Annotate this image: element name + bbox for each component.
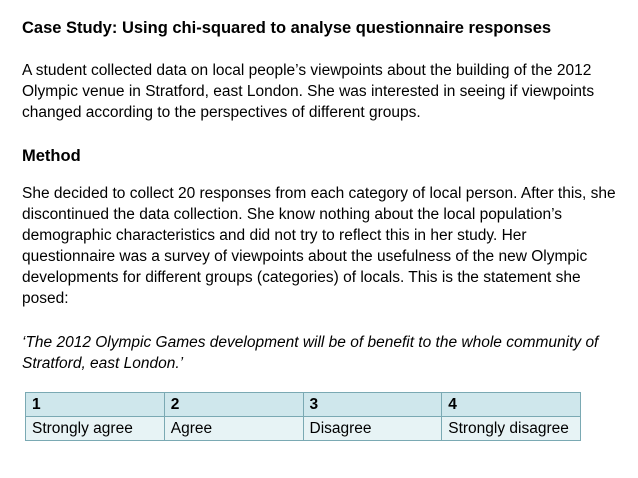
page-title: Case Study: Using chi-squared to analyse questionnaire responses bbox=[22, 19, 552, 37]
scale-label-cell: Agree bbox=[164, 417, 303, 441]
intro-paragraph: A student collected data on local people’s viewpoints about the building of the 2012 Olympic venue in Stratford, east London. She was interested in seeing if viewpoints changed according to the perspectives of different groups. bbox=[22, 62, 595, 121]
scale-number-row bbox=[26, 393, 581, 417]
scale-label-cell: Strongly disagree bbox=[442, 417, 581, 441]
scale-number-cell: 3 bbox=[303, 393, 442, 417]
response-scale-table bbox=[25, 392, 581, 441]
scale-number-cell: 4 bbox=[442, 393, 581, 417]
questionnaire-statement: ‘The 2012 Olympic Games development will be of benefit to the whole community of Stratford, east London.’ bbox=[22, 334, 599, 372]
method-paragraph: She decided to collect 20 responses from each category of local person. After this, she discontinued the data collection. She know nothing about the local population’s demographic characteristics and did not try to reflect this in her study. Her questionnaire was a survey of viewpoints about the usefulness of the new Olympic developments for different groups (categories) of locals. This is the statement she posed: bbox=[22, 185, 616, 307]
scale-label-cell: Disagree bbox=[303, 417, 442, 441]
method-heading: Method bbox=[22, 147, 81, 165]
scale-label-row bbox=[26, 417, 581, 441]
scale-number-cell: 2 bbox=[164, 393, 303, 417]
scale-label-cell: Strongly agree bbox=[26, 417, 165, 441]
document-page bbox=[22, 18, 622, 441]
scale-number-cell: 1 bbox=[26, 393, 165, 417]
